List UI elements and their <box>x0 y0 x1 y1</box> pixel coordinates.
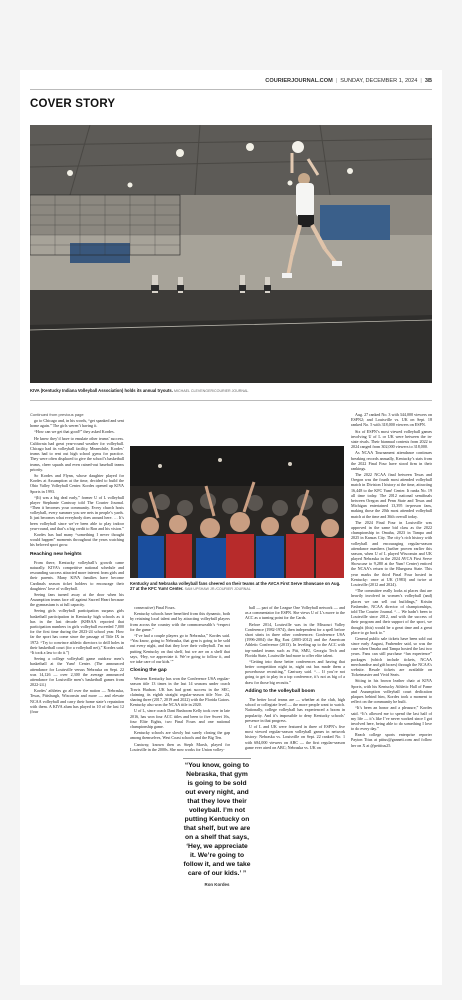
article-paragraph: Cantway, known then as Steph Marsh, played for Louisville in the 2000s. She now works for Union volley- <box>130 741 230 752</box>
article-paragraph: Six of ESPN’s most viewed volleyball games involving U of L or UK were between the in-state rivals. Their biannual contests from 2022 to 2024 ranged from 302,000 viewers to 318,000. <box>351 428 432 450</box>
pull-quote-rule <box>183 758 251 759</box>
article-paragraph: The 2024 Final Four in Louisville was approved in the same bid class as the 2022 championship in Omaha, 2023 in Tampa and 2025 in Kansas City. The city’s rich history with volleyball and encouraging regular-season attendance numbers (further proven earlier this season, when U of L played Wisconsin and UK played Nebraska in the 2024 AVCA First Serve Showcase to 9,280 at the Yum! Center) enticed the NCAA’s return to the Bluegrass State. This year marks the third Final Four hosted in Kentucky: once at UK (1983) and twice at Louisville (2012 and 2024). <box>351 519 432 587</box>
article-column-1 <box>30 412 124 982</box>
article-paragraph: Kordes has had many “something I never thought would happen” moments throughout the years watching his beloved sport grow. <box>30 532 124 548</box>
article-paragraph: ball — part of the League One Volleyball network — and as a commentator for ESPN. She views U of L’s move to the ACC as a turning point for the Cards. <box>245 605 345 621</box>
hero-photo-illustration <box>30 125 432 383</box>
masthead-page-number: 3B <box>424 78 432 84</box>
article-paragraph: Kentucky schools are slowly but surely closing the gap among themselves, West Coast schools and the Big Ten. <box>130 730 230 741</box>
article-paragraph: The 2022 NCAA final between Texas and Oregon was the fourth most attended volleyball match in Division I history at the time, attracting 16,448 to the KFC Yum! Center. It ranks No. 19 all time today. The 2012 national semifinals between Oregon and Penn State and Texas and Michigan entertained 13,395 in-person fans, making those the 20th most attended volleyball match at the time and 36th overall today. <box>351 472 432 519</box>
article-paragraph: U of L and UK were featured in three of ESPN’s five most viewed regular-season volleyball games in network history: Nebraska vs. Louisville on Sept. 22 ranked No. 1 with 684,000 viewers on ABC — the first regular-season game ever aired on ABC; Nebraska vs. UK on <box>245 723 345 750</box>
fans-photo <box>130 446 344 578</box>
fans-caption-credit: SAM UPSHAW JR./COURIER JOURNAL <box>184 587 251 592</box>
subhead: Closing the gap <box>130 668 167 674</box>
article-paragraph: Seeing fans turned away at the door when his Assumption teams face off against Sacred Heart because the gymnasium is at full capacity. <box>30 591 124 608</box>
fans-photo-caption <box>130 581 344 592</box>
article-paragraph: consecutive) Final Fours. <box>134 605 176 610</box>
article-paragraph: Seeing girls volleyball participation surpass girls basketball participation in Kentucky high schools as it has in the last decade (KHSAA reported that participation numbers in girls volleyball exceeded 7,000 for the first time during the 2023-24 school year. How far the sport has come since the passage of Title IX in 1972: “Try to convince athletic directors to drill holes in their basketball court (for a volleyball net),” Kordes said. “It took a law to do it.”) <box>30 608 124 655</box>
subhead: Adding to the volleyball boom <box>245 688 315 694</box>
masthead: COURIERJOURNAL.COM | SUNDAY, DECEMBER 1, 2024 | 3B <box>265 78 432 84</box>
article-paragraph: go to Chicago and, in his words, “get spanked and sent home again.” The girls weren’t having it. <box>30 418 124 429</box>
article-paragraph: From there, Kentucky volleyball’s growth came naturally. KIVA’s competitive national schedule and resounding success attracted more interest from girls and their parents. Many KIVA families have become Cardinals season ticket holders to encourage their daughters’ love of volleyball. <box>30 559 124 591</box>
article-paragraph: Kordes’ athletes go all over the nation — Nebraska, Texas, Pittsburgh, Wisconsin and more — and elevate NCAA volleyball and carry their home state’s reputation with them. A KIVA alum has played in 10 of the last 12 (four <box>30 688 124 715</box>
subhead: Reaching new heights <box>30 551 82 557</box>
article-paragraph: Seeing a college volleyball game outdraw men’s basketball at the Yum! Center. (The announced attendance for Louisville versus Nebraska on Sept. 22 was 14,126 — over 2,300 the average announced attendance for Louisville men’s basketball games from 2022-24.) <box>30 656 124 688</box>
article-paragraph: “The committee really looks at places that are heavily involved in women’s volleyball (and) places we can sell out buildings,” Kristin Fasbender, NCAA director of championships, told The Courier Journal. “… We hadn’t been to Louisville since 2012, and with the success of their program and their support of the sport, we thought (this) would be a great time and a great place to go back to.” <box>351 588 432 635</box>
hero-caption <box>30 388 432 393</box>
masthead-date: SUNDAY, DECEMBER 1, 2024 <box>340 78 418 84</box>
article-paragraph: As NCAA Tournament attendance continues breaking records annually, Kentucky’s stats from the 2022 Final Four have stood firm in their rankings. <box>351 450 432 471</box>
hero-caption-credit: MICHAEL CLEVENGER/COURIER JOURNAL <box>174 389 249 393</box>
pull-quote-attribution: Ron Kordes <box>204 881 230 887</box>
article-paragraph: Western Kentucky has won the Conference USA regular-season title 13 times in the last 14 seasons under coach Travis Hudson. UK has had great success in the SEC, claiming its eighth straight regular-season title Nov. 24, sharing three (2017, 2019 and 2022) with the Florida Gators. Kentucky also won the NCAA title in 2020. <box>130 676 230 708</box>
article-column-3 <box>245 605 345 985</box>
article-paragraph: U of L, since coach Dani Busboom Kelly took over in late 2016, has won four ACC titles and been to five Sweet 16s, four Elite Eights, two Final Fours and one national championship game. <box>130 708 230 729</box>
caption-rule <box>30 400 432 401</box>
pull-quote-text: “You know, going to Nebraska, that gym is going to be sold out every night, and that they love their volleyball. I’m not putting Kentucky on that shelf, but we are on a shelf that says, ‘Hey, we appreciate it. We’re going to follow it, and we take care of our kids.’ ” <box>183 762 251 877</box>
masthead-rule <box>30 89 432 90</box>
article-paragraph: Kentucky schools have benefited from this dynamic, both by retaining local talent and by attracting volleyball players from across the country with the commonwealth’s “respect for the game.” <box>130 611 230 632</box>
article-paragraph: “(It) was a big deal early,” former U of L volleyball player Stephanie Cantway told The Courier Journal. “Then it becomes your community. Every church hosts volleyball, every summer you see nets in people’s yards. It just becomes what everybody does around here. … It’s been volleyball since we’ve been able to play indoor year-round, and that’s a big credit to Ron and his vision.” <box>30 494 124 531</box>
article-paragraph: “Getting into those better conferences and having that better competition night in, night out has made them a powerhouse recruiting,” Cantway said. “… If you’re not going to get to play in a top conference, it’s not as big of a draw for those big recruits.” <box>245 658 345 685</box>
hero-caption-lead: KIVA (Kentucky Indiana Volleyball Association) holds its annual tryouts. <box>30 388 173 393</box>
article-paragraph: Sitting in his brown leather chair at KIVA Sports, with his Kentucky Athletic Hall of Fame and Assumption volleyball court dedication plaques behind him, Kordes took a moment to reflect on the community he built. <box>351 678 432 705</box>
hero-photo <box>30 125 432 383</box>
article-paragraph: “I’ve had a couple players go to Nebraska,” Kordes said. “You know, going to Nebraska, that gym is going to be sold out every night, and that they love their volleyball. I’m not putting Kentucky on that shelf, but we are on a shelf that says, ‘Hey, we appreciate it. We’re going to follow it, and we take care of our kids.’” <box>130 632 230 664</box>
article-column-4 <box>351 412 432 984</box>
article-paragraph: Before 2014, Louisville was in the Missouri Valley Conference (1982-1974), then independent for a spell before short stints in three other conferences: Conference USA (1996-2004) the Big East (2005-2012) and the American Athletic Conference (2013). In leveling up to the ACC with top-ranked teams such as Pitt, SMU, Georgia Tech and Florida State, Louisville had more to offer elite talent. <box>245 621 345 658</box>
article-paragraph: General public sale tickets have been sold out since early August, Fasbender said, so was the case when Omaha and Tampa hosted the last two years. Fans can still purchase “fan experience” packages (which include tickets, NCAA merchandise and gift boxes) through the NCAA’s website. Resale tickets are available on Ticketmaster and Vivid Seats. <box>351 635 432 678</box>
article-paragraph: The better local teams are — whether at the club, high school or collegiate level — the more people want to watch. Nationally, college volleyball has experienced a boom in popularity. And it’s impossible to deny Kentucky schools’ presence in that progress. <box>245 697 345 723</box>
pull-quote <box>183 758 251 887</box>
continued-note: Continued from previous page <box>30 412 84 417</box>
article-paragraph: Aug. 27 ranked No. 3 with 344,000 viewers on ESPN2; and Louisville vs. UK on Sept. 18 ranked No. 5 with 318,000 viewers on ESPN. <box>351 412 432 428</box>
article-paragraph: “How can we get that good?” they asked Kordes. <box>34 429 115 435</box>
article-paragraph: He knew they’d have to emulate other teams’ success. California had great year-round weather for volleyball. Chicago had its volleyball facility. Meanwhile, Kordes’ teams had to rent out high school gyms for practice. They were often displaced to give the school’s basketball teams, cheer squads and even rained-out baseball teams priority. <box>30 435 124 472</box>
masthead-site[interactable]: COURIERJOURNAL.COM <box>265 78 333 84</box>
article-paragraph: Reach college sports enterprise reporter Payton Titus at ptitus@gannett.com and follow her on X at @pettitus25. <box>351 732 432 748</box>
article-paragraph: So Kordes and Flynn, whose daughter played for Kordes at Assumption at the time, decided to build the Ohio Valley Volleyball Center. Kordes opened up KIVA Sports in 1993. <box>30 472 124 494</box>
fans-caption-lead: Kentucky and Nebraska volleyball fans cheered on their teams at the AVCA First Serve Showcase on Aug. 27 at the KFC Yum! Center. <box>130 581 341 592</box>
section-title: COVER STORY <box>30 98 116 110</box>
fans-photo-illustration <box>130 446 344 578</box>
newspaper-page <box>20 70 442 985</box>
article-paragraph: “It’s been an honor and a pleasure,” Kordes said. “It’s allowed me to spend the last half of my life — it’s like I’ve never worked since I got involved here, being able to do something I love to do every day.” <box>351 705 432 732</box>
